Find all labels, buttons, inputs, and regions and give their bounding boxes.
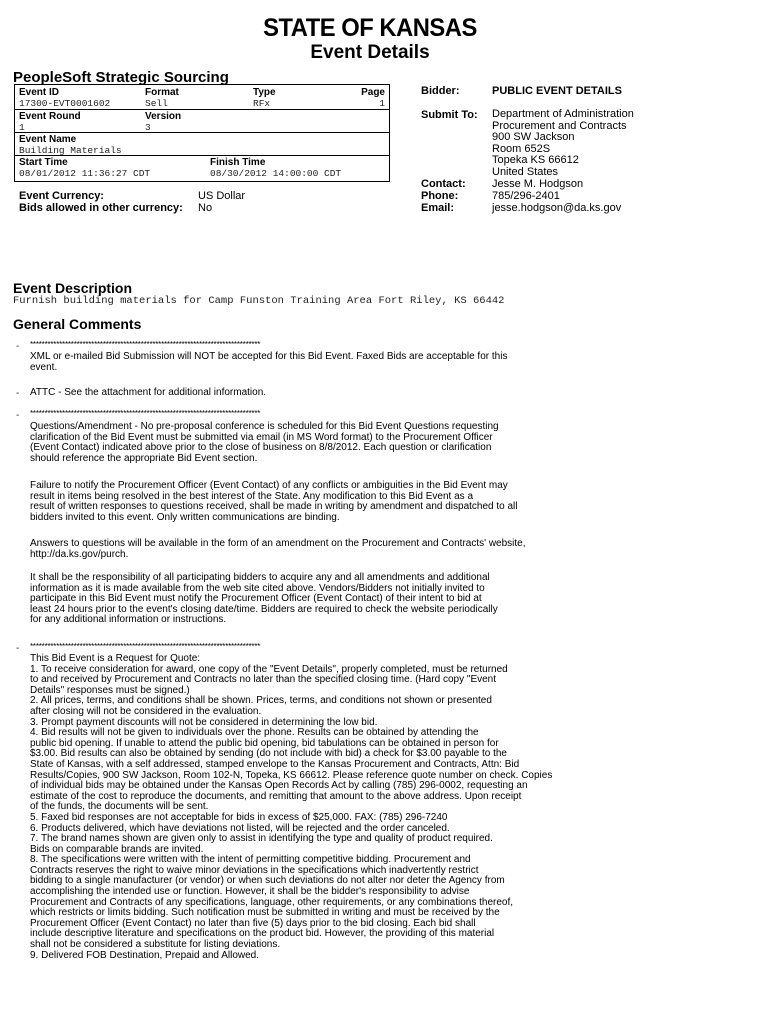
text-line: Contracts reserves the right to waive minor deviations in the specifications which inadvertently restrict (30, 864, 479, 876)
finish-time-value: 08/30/2012 14:00:00 CDT (210, 168, 342, 179)
comment-paragraph (30, 481, 590, 523)
comment-paragraph (30, 422, 590, 464)
comment-paragraph (30, 352, 590, 373)
version-label: Version (145, 111, 182, 122)
event-currency-label: Event Currency: (19, 190, 104, 202)
divider (15, 132, 389, 133)
text-line: 4. Bid results will not be given to individuals over the phone. Results can be obtained by attending the (30, 727, 479, 739)
address-line: Department of Administration (492, 108, 634, 120)
text-line: $3.00. Bid results can also be obtained by sending (do not include with bid) a check for $3.00 payable to the (30, 748, 507, 760)
page-label: Page (361, 87, 385, 98)
type-label: Type (253, 87, 276, 98)
text-line: accomplishing the intended use or function. However, it shall be the bidder's responsibility to advise (30, 886, 470, 898)
text-line: bidding to a single manufacturer (or vendor) or when such deviations do not alter nor deter the Agency from (30, 875, 505, 887)
text-line: This Bid Event is a Request for Quote: (30, 653, 201, 664)
text-line: It shall be the responsibility of all participating bidders to acquire any and all amendments and additional (30, 572, 490, 583)
text-line: result in items being resolved in the best interest of the State. Any modification to this Bid Event as a (30, 490, 474, 502)
address-line: Topeka KS 66612 (492, 154, 579, 167)
text-line: include descriptive literature and specifications on the product bid. However, the providing of this material (30, 928, 495, 940)
format-cell (145, 87, 179, 109)
text-line: least 24 hours prior to the event's closing date/time. Bidders are required to check the website periodically (30, 603, 498, 615)
phone-label: Phone: (421, 190, 459, 202)
text-line: result of written responses to questions received, shall be made in writing by amendment and dispatched to all (30, 501, 518, 513)
text-line: shall not be considered a substitute for listing deviations. (30, 939, 281, 951)
type-cell (253, 87, 276, 109)
event-id-label: Event ID (19, 87, 60, 98)
start-time-cell (19, 157, 150, 179)
star-separator: ******************************************************************************* (30, 409, 261, 418)
text-line: for any additional information or instructions. (30, 614, 227, 626)
bidder-value: PUBLIC EVENT DETAILS (492, 85, 622, 97)
text-line: of the funds, the documents will be sent. (30, 801, 209, 813)
text-line: Questions/Amendment - No pre-proposal conference is scheduled for this Bid Event Questions requesting (30, 421, 499, 432)
page-value: 1 (379, 98, 385, 109)
contact-label: Contact: (421, 178, 466, 190)
page-cell (361, 87, 385, 109)
type-value: RFx (253, 98, 271, 109)
comment-paragraph (30, 388, 590, 399)
event-name-value: Building Materials (19, 145, 122, 156)
version-value: 3 (145, 122, 151, 133)
text-line: Procurement and Contracts of any specifications, language, other requirements, or any combinations thereof, (30, 896, 514, 908)
event-currency-value: US Dollar (198, 190, 246, 202)
event-round-cell (19, 111, 81, 133)
text-line: 6. Products delivered, which have deviations not listed, will be rejected and the order canceled. (30, 822, 450, 834)
email-value: jesse.hodgson@da.ks.gov (492, 202, 622, 214)
text-line: 1. To receive consideration for award, one copy of the "Event Details", properly completed, must be returned (30, 663, 508, 675)
event-round-label: Event Round (19, 111, 81, 122)
text-line: Failure to notify the Procurement Officer (Event Contact) of any conflicts or ambiguities in the Bid Event may (30, 480, 508, 491)
text-line: Results/Copies, 900 SW Jackson, Room 102-N, Topeka, KS 66612. Please reference quote number on check. Copies (30, 769, 553, 781)
text-line: participate in this Bid Event must notify the Procurement Officer (Event Contact) of their intent to bid at (30, 593, 482, 605)
document-subtitle: Event Details (310, 42, 430, 63)
text-line: event. (30, 361, 58, 373)
document-title: STATE OF KANSAS (263, 14, 477, 42)
text-line: http://da.ks.gov/purch. (30, 548, 129, 560)
contact-value: Jesse M. Hodgson (492, 178, 584, 190)
email-label: Email: (421, 202, 455, 214)
event-info-box (14, 84, 390, 182)
event-description-heading: Event Description (13, 280, 133, 296)
start-time-value: 08/01/2012 11:36:27 CDT (19, 168, 151, 179)
submit-to-address (492, 109, 634, 179)
text-line: Bids on comparable brands are invited. (30, 843, 204, 855)
divider (15, 109, 389, 110)
text-line: should reference the appropriate Bid Event section. (30, 452, 258, 464)
text-line: Details" responses must be signed.) (30, 684, 190, 696)
text-line: after closing will not be considered in the evaluation. (30, 705, 262, 717)
text-line: Answers to questions will be available in the form of an amendment on the Procurement and Contracts' website, (30, 538, 526, 549)
bidder-label: Bidder: (421, 85, 460, 97)
text-line: ATTC - See the attachment for additional information. (30, 387, 267, 398)
comment-paragraph (30, 539, 590, 560)
address-line: Procurement and Contracts (492, 119, 627, 132)
format-value: Sell (145, 98, 168, 109)
phone-value: 785/296-2401 (492, 190, 560, 202)
event-id-cell (19, 87, 110, 109)
version-cell (145, 111, 181, 133)
format-label: Format (145, 87, 179, 98)
submit-to-label: Submit To: (421, 109, 478, 121)
other-currency-label: Bids allowed in other currency: (19, 202, 183, 214)
star-separator: ******************************************************************************* (30, 642, 261, 651)
comment-bullet: - (16, 643, 20, 654)
text-line: Procurement Officer (Event Contact) no later than five (5) days prior to the bid closing. Each bid shall (30, 917, 476, 929)
start-time-label: Start Time (19, 157, 68, 168)
text-line: of individual bids may be obtained under the Kansas Open Records Act by calling (785) 296-0002, requesting an (30, 780, 528, 792)
comment-paragraph (30, 573, 590, 626)
comment-bullet: - (16, 410, 20, 421)
text-line: (Event Contact) indicated above prior to the close of business on 8/8/2012. Each question or clarification (30, 442, 492, 454)
text-line: bidders invited to this event. Only written communications are binding. (30, 511, 340, 523)
finish-time-cell (210, 157, 341, 179)
address-line: 900 SW Jackson (492, 131, 575, 144)
text-line: 7. The brand names shown are given only to assist in identifying the type and quality of product required. (30, 833, 493, 845)
text-line: estimate of the cost to reproduce the documents, and remitting that amount to the above address. Upon receipt (30, 790, 522, 802)
text-line: State of Kansas, with a self addressed, stamped envelope to the Kansas Procurement and Contracts, Attn: Bid (30, 758, 520, 770)
system-name: PeopleSoft Strategic Sourcing (13, 69, 229, 86)
finish-time-label: Finish Time (210, 157, 266, 168)
star-separator: ******************************************************************************* (30, 340, 261, 349)
text-line: 5. Faxed bid responses are not acceptable for bids in excess of $25,000. FAX: (785) 296-7240 (30, 811, 448, 823)
event-round-value: 1 (19, 122, 25, 133)
text-line: which restricts or limits bidding. Such notification must be submitted in writing and must be received by the (30, 907, 500, 919)
text-line: to and received by Procurement and Contracts no later than the specified closing time. (Hard copy "Event (30, 674, 497, 686)
text-line: information as it is made available from the web site cited above. Vendors/Bidders not initially invited to (30, 582, 485, 594)
comment-paragraph (30, 654, 590, 961)
comment-bullet: - (16, 388, 20, 399)
address-line: United States (492, 165, 559, 178)
event-name-cell (19, 134, 122, 156)
text-line: 2. All prices, terms, and conditions shall be shown. Prices, terms, and conditions not shown or presented (30, 695, 492, 707)
other-currency-value: No (198, 202, 213, 214)
event-id-value: 17300-EVT0001602 (19, 98, 111, 109)
text-line: clarification of the Bid Event must be submitted via email (in MS Word format) to the Procurement Officer (30, 431, 493, 443)
event-description-text: Furnish building materials for Camp Funston Training Area Fort Riley, KS 66442 (13, 295, 505, 307)
text-line: XML or e-mailed Bid Submission will NOT be accepted for this Bid Event. Faxed Bids are acceptable for this (30, 351, 508, 362)
text-line: 8. The specifications were written with the intent of permitting competitive bidding. Procurement and (30, 854, 471, 866)
text-line: 3. Prompt payment discounts will not be considered in determining the low bid. (30, 716, 378, 728)
comment-bullet: - (16, 341, 20, 352)
text-line: 9. Delivered FOB Destination, Prepaid and Allowed. (30, 949, 260, 961)
event-name-label: Event Name (19, 134, 77, 145)
general-comments-heading: General Comments (13, 316, 142, 332)
divider (15, 155, 389, 156)
text-line: public bid opening. If unable to attend the public bid opening, bid tabulations can be obtained in person for (30, 737, 499, 749)
address-line: Room 652S (492, 142, 551, 155)
